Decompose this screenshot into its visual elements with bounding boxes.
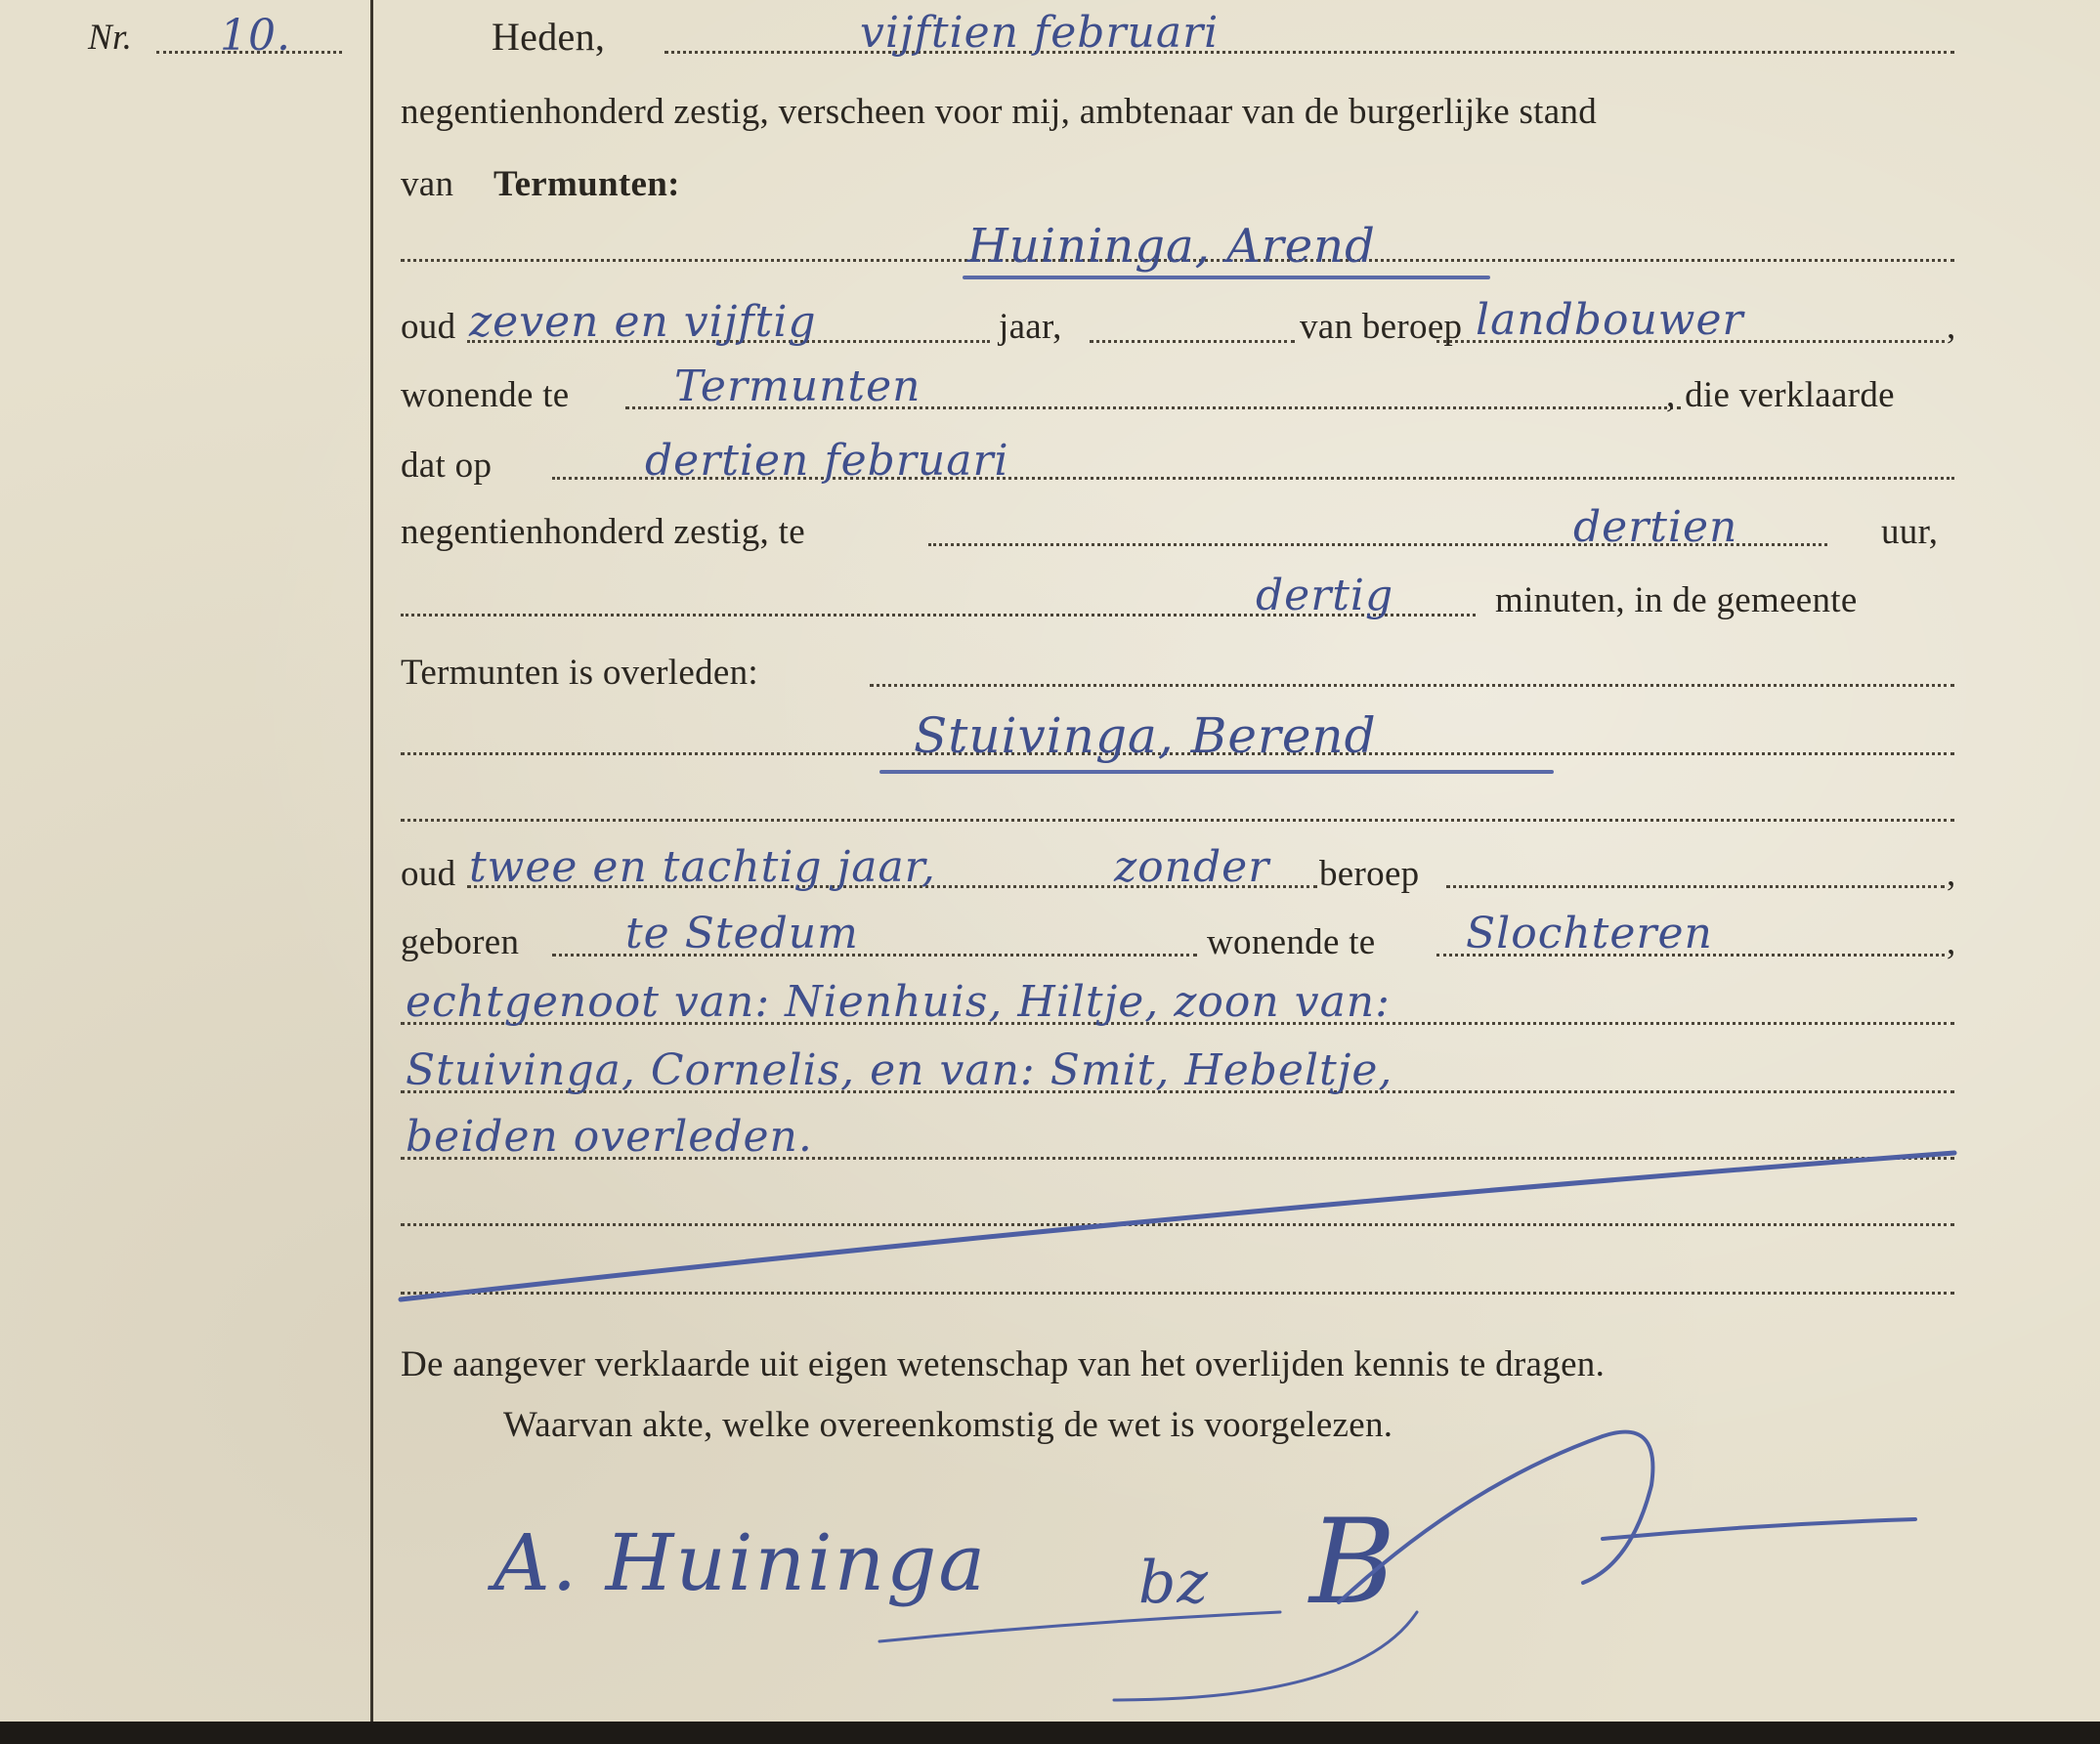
van-beroep-label: van beroep bbox=[1300, 307, 1463, 347]
parents-text: Stuivinga, Cornelis, en van: Smit, Hebeltje, bbox=[406, 1045, 1393, 1095]
nr-label: Nr. bbox=[88, 18, 133, 58]
declarant-age: zeven en vijftig bbox=[469, 297, 817, 347]
declarant-occupation: landbouwer bbox=[1476, 295, 1744, 345]
dat-op-label: dat op bbox=[401, 446, 493, 486]
wonende-te-label: wonende te bbox=[401, 375, 570, 415]
uur-label: uur, bbox=[1881, 512, 1939, 552]
date-value: vijftien februari bbox=[860, 8, 1220, 58]
spouse-text: echtgenoot van: Nienhuis, Hiltje, zoon van: bbox=[406, 977, 1391, 1027]
die-verklaarde-label: , die verklaarde bbox=[1666, 375, 1895, 415]
signature-underline bbox=[879, 1612, 1280, 1641]
deceased-residence: Slochteren bbox=[1466, 909, 1713, 958]
jaar-label: jaar, bbox=[999, 307, 1062, 347]
van-label: van bbox=[401, 164, 454, 204]
oud-label: oud bbox=[401, 307, 456, 347]
signature-flourish-2 bbox=[1603, 1519, 1915, 1539]
wonende-te-label-2: wonende te bbox=[1207, 922, 1376, 962]
comma-1: , bbox=[1947, 307, 1956, 347]
birthplace: te Stedum bbox=[625, 909, 859, 958]
nr-value: 10. bbox=[220, 11, 291, 61]
comma-2: , bbox=[1947, 854, 1956, 894]
signature-official-prefix: bz bbox=[1138, 1549, 1210, 1617]
page-bottom-edge bbox=[0, 1722, 2100, 1744]
declarant-name: Huininga, Arend bbox=[967, 219, 1376, 274]
cancellation-stroke bbox=[401, 1153, 1954, 1299]
signature-flourish-3 bbox=[1114, 1612, 1417, 1700]
closing-akte: Waarvan akte, welke overeenkomstig de wet is voorgelezen. bbox=[503, 1405, 1393, 1445]
deceased-age: twee en tachtig jaar, bbox=[469, 842, 936, 892]
hour-value: dertien bbox=[1573, 502, 1738, 552]
closing-statement: De aangever verklaarde uit eigen wetenschap van het overlijden kennis te dragen. bbox=[401, 1344, 1606, 1384]
comma-3: , bbox=[1947, 922, 1956, 962]
deceased-occupation: zonder bbox=[1114, 842, 1270, 892]
municipality-label: Termunten: bbox=[493, 164, 680, 204]
signature-flourish-1 bbox=[1339, 1432, 1652, 1602]
signature-declarant: A. Huininga bbox=[493, 1517, 988, 1608]
parents-status-text: beiden overleden. bbox=[406, 1112, 813, 1162]
overleden-intro: Termunten is overleden: bbox=[401, 653, 758, 693]
signature-official: B bbox=[1309, 1495, 1397, 1631]
declarant-residence: Termunten bbox=[674, 362, 921, 411]
minuten-label: minuten, in de gemeente bbox=[1495, 580, 1858, 620]
oud-label-2: oud bbox=[401, 854, 456, 894]
geboren-label: geboren bbox=[401, 922, 520, 962]
death-date: dertien februari bbox=[645, 436, 1009, 486]
intro-text: negentienhonderd zestig, verscheen voor mij, ambtenaar van de burgerlijke stand bbox=[401, 92, 1598, 132]
deceased-name: Stuivinga, Berend bbox=[914, 707, 1377, 764]
minutes-value: dertig bbox=[1256, 571, 1394, 620]
beroep-label: beroep bbox=[1319, 854, 1420, 894]
time-text: negentienhonderd zestig, te bbox=[401, 512, 805, 552]
heden-label: Heden, bbox=[492, 15, 606, 59]
